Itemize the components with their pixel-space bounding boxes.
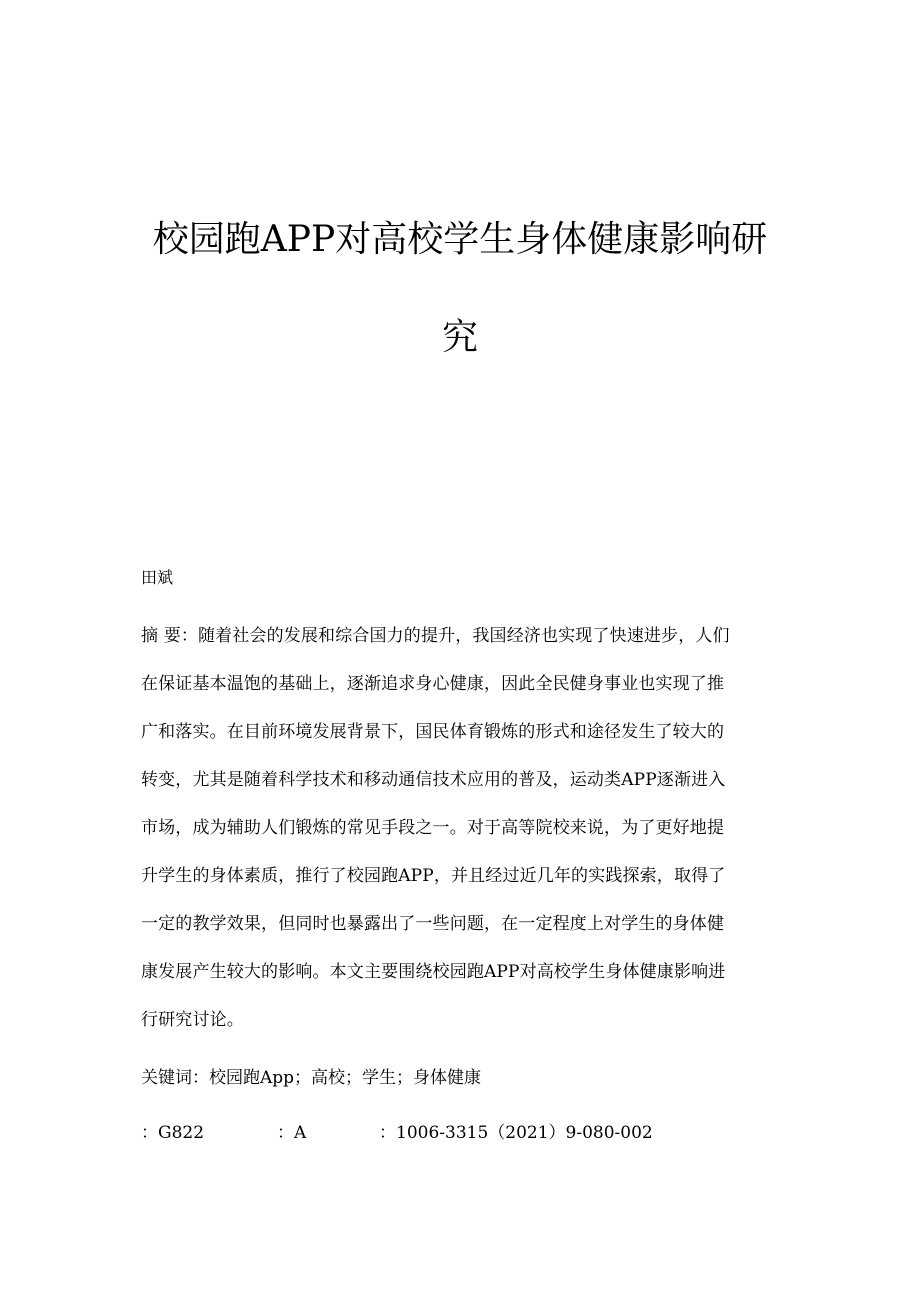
author-name: 田斌 xyxy=(141,568,174,587)
keywords: 关键词：校园跑App；高校；学生；身体健康 xyxy=(141,1068,482,1088)
abstract-line: 升学生的身体素质，推行了校园跑APP，并且经过近几年的实践探索，取得了 xyxy=(141,866,726,886)
article-id: ：1006-3315（2021）9-080-002 xyxy=(379,1123,653,1143)
document-title-line-1: 校园跑APP对高校学生身体健康影响研 xyxy=(152,219,768,260)
abstract-line: 转变，尤其是随着科学技术和移动通信技术应用的普及，运动类APP逐渐进入 xyxy=(141,770,726,790)
abstract-line: 摘 要：随着社会的发展和综合国力的提升，我国经济也实现了快速进步，人们 xyxy=(141,626,730,646)
abstract-line: 在保证基本温饱的基础上，逐渐追求身心健康，因此全民健身事业也实现了推 xyxy=(141,674,725,694)
abstract-line: 行研究讨论。 xyxy=(141,1010,244,1030)
document-code: ：A xyxy=(277,1123,307,1143)
abstract-line: 康发展产生较大的影响。本文主要围绕校园跑APP对高校学生身体健康影响进 xyxy=(141,962,726,982)
abstract-line: 市场，成为辅助人们锻炼的常见手段之一。对于高等院校来说，为了更好地提 xyxy=(141,818,725,838)
clc-number: ：G822 xyxy=(141,1123,205,1143)
document-title-line-2: 究 xyxy=(441,317,478,358)
abstract-line: 广和落实。在目前环境发展背景下，国民体育锻炼的形式和途径发生了较大的 xyxy=(141,722,725,742)
abstract-line: 一定的教学效果，但同时也暴露出了一些问题，在一定程度上对学生的身体健 xyxy=(141,914,725,934)
abstract xyxy=(141,624,781,1056)
